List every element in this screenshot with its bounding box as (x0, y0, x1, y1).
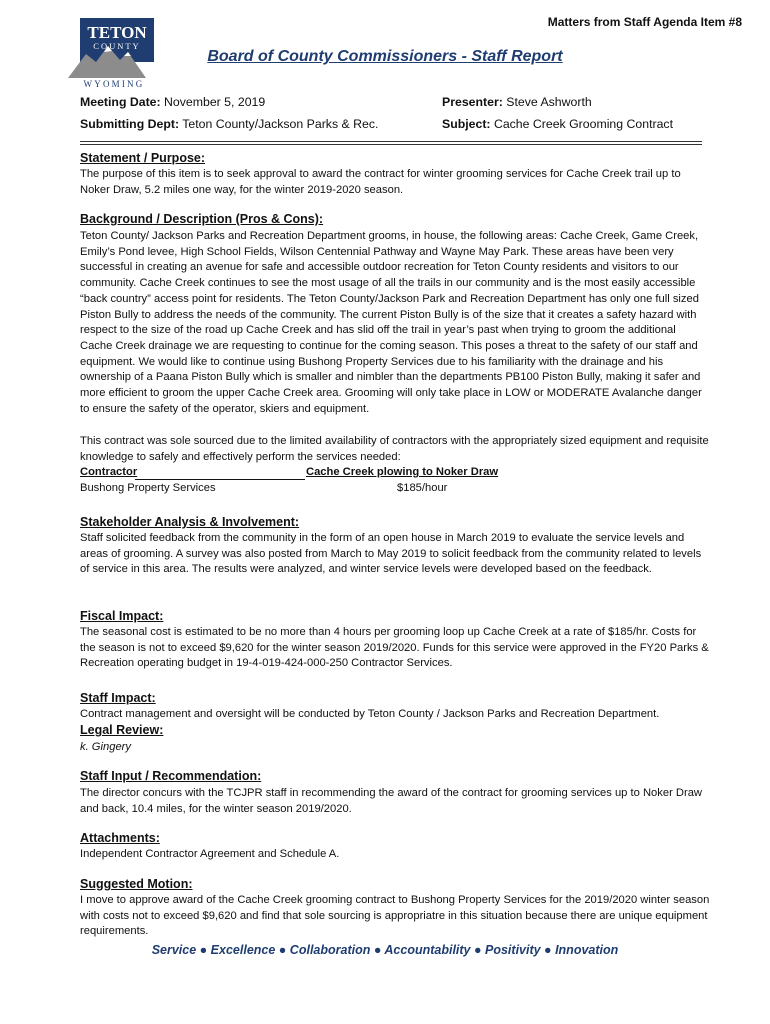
background-text: Teton County/ Jackson Parks and Recreation Department grooms, in house, the following areas: Cache Creek, Game Creek, Emily’s Pond levee, High School Fields, Wilson Centennial Pathway and Wayne May Park. These areas have been very successful in creating an avenue for safe and accessible outdoor recreation for Teton County residents and visitors to our community. Cache Creek continues to see the most usage of all the trails in our community and is the most easily accessible “back country” access point for residents. The Teton County/Jackson Park and Recreation Department has only one full sized Piston Bully to address the needs of the community. The current Piston Bully is of the size that it creates a safety hazard with respect to the size of the road up Cache Creek and has slid off the trail in year’s past when trying to groom the additional Cache Creek drainage we are requesting to continue for the coming season. This poses a threat to the safety of our staff and equipment. We would like to continue using Bushong Property Services due to his familiarity with the drainage and his ownership of a Paana Piston Bully which is smaller and nimbler than the departments PB100 Piston Bully, making it safer and more efficient to groom the upper Cache Creek area. Grooming will only take place in LOW or MODERATE Avalanche danger to ensure the safety of the operator, skiers and equipment. (80, 230, 702, 415)
background-heading: Background / Description (Pros & Cons): (80, 212, 324, 226)
legal-review-text: k. Gingery (80, 741, 131, 753)
suggested-motion-text: I move to approve award of the Cache Creek grooming contract to Bushong Property Services for the 2019/2020 winter season with costs not to exceed $9,620 and find that sole sourcing is appropriatre in this situation because there are unique equipment requirements. (80, 894, 710, 938)
presenter-label: Presenter: (442, 95, 503, 109)
contractor-name-cell: Bushong Property Services (80, 482, 216, 494)
logo-text-county: COUNTY (93, 41, 141, 51)
fiscal-text: The seasonal cost is estimated to be no more than 4 hours per grooming loop up Cache Creek at a rate of $185/hr. Costs for the season is not to exceed $9,620 for the winter season 2019/2020. Funds for this service were approved in the FY20 Parks & Recreation operating budget in 19-4-019-424-000-250 Contractor Services. (80, 626, 709, 670)
submitting-dept-row (80, 117, 378, 131)
staff-impact-heading: Staff Impact: (80, 691, 156, 705)
agenda-item-label: Matters from Staff Agenda Item #8 (547, 15, 742, 29)
presenter-row (442, 95, 592, 109)
fiscal-heading: Fiscal Impact: (80, 609, 164, 623)
presenter-value: Steve Ashworth (506, 95, 592, 109)
values-footer: Service ● Excellence ● Collaboration ● Accountability ● Positivity ● Innovation (151, 943, 619, 957)
statement-text: The purpose of this item is to seek approval to award the contract for winter grooming services for Cache Creek trail up to Noker Draw, 5.2 miles one way, for the winter 2019-2020 season. (80, 168, 681, 196)
contractor-rate-cell: $185/hour (397, 482, 448, 494)
contractor-column-header: Contractor (80, 466, 138, 478)
meeting-date-value: November 5, 2019 (164, 95, 266, 109)
sole-source-text: This contract was sole sourced due to the limited availability of contractors with the appropriately sized equipment and requisite knowledge to safely and effectively perform the services needed: (80, 435, 709, 463)
attachments-text: Independent Contractor Agreement and Schedule A. (80, 848, 340, 860)
contractor-header-underline (135, 479, 305, 480)
stakeholder-text: Staff solicited feedback from the community in the form of an open house in March 2019 to evaluate the service levels and areas of grooming. A survey was also posted from March to May 2019 to solicit feedback from the community related to levels of service in this area. The results were analyzed, and winter service levels were developed based on the feedback. (80, 532, 702, 576)
submitting-dept-value: Teton County/Jackson Parks & Rec. (182, 117, 379, 131)
statement-heading: Statement / Purpose: (80, 151, 206, 165)
service-column-header: Cache Creek plowing to Noker Draw (306, 466, 499, 478)
logo-text-wyoming: WYOMING (83, 79, 145, 89)
subject-value: Cache Creek Grooming Contract (493, 117, 673, 131)
subject-label: Subject: (442, 117, 491, 131)
header-divider-top (80, 141, 702, 142)
meeting-date-row (80, 95, 265, 109)
legal-review-heading: Legal Review: (80, 723, 164, 737)
logo-text-teton: TETON (87, 23, 147, 42)
attachments-heading: Attachments: (80, 831, 160, 845)
recommendation-text: The director concurs with the TCJPR staff in recommending the award of the contract for grooming services up to Noker Draw and back, 10.4 miles, for the winter season 2019/2020. (80, 787, 703, 815)
stakeholder-heading: Stakeholder Analysis & Involvement: (80, 515, 300, 529)
staff-impact-text: Contract management and oversight will be conducted by Teton County / Jackson Parks and Recreation Department. (80, 708, 660, 720)
recommendation-heading: Staff Input / Recommendation: (80, 769, 262, 783)
suggested-motion-heading: Suggested Motion: (80, 877, 193, 891)
meeting-date-label: Meeting Date: (80, 95, 161, 109)
subject-row (442, 117, 673, 131)
report-title: Board of County Commissioners - Staff Report (207, 48, 563, 65)
header-divider-bottom (80, 144, 702, 145)
submitting-dept-label: Submitting Dept: (80, 117, 180, 131)
